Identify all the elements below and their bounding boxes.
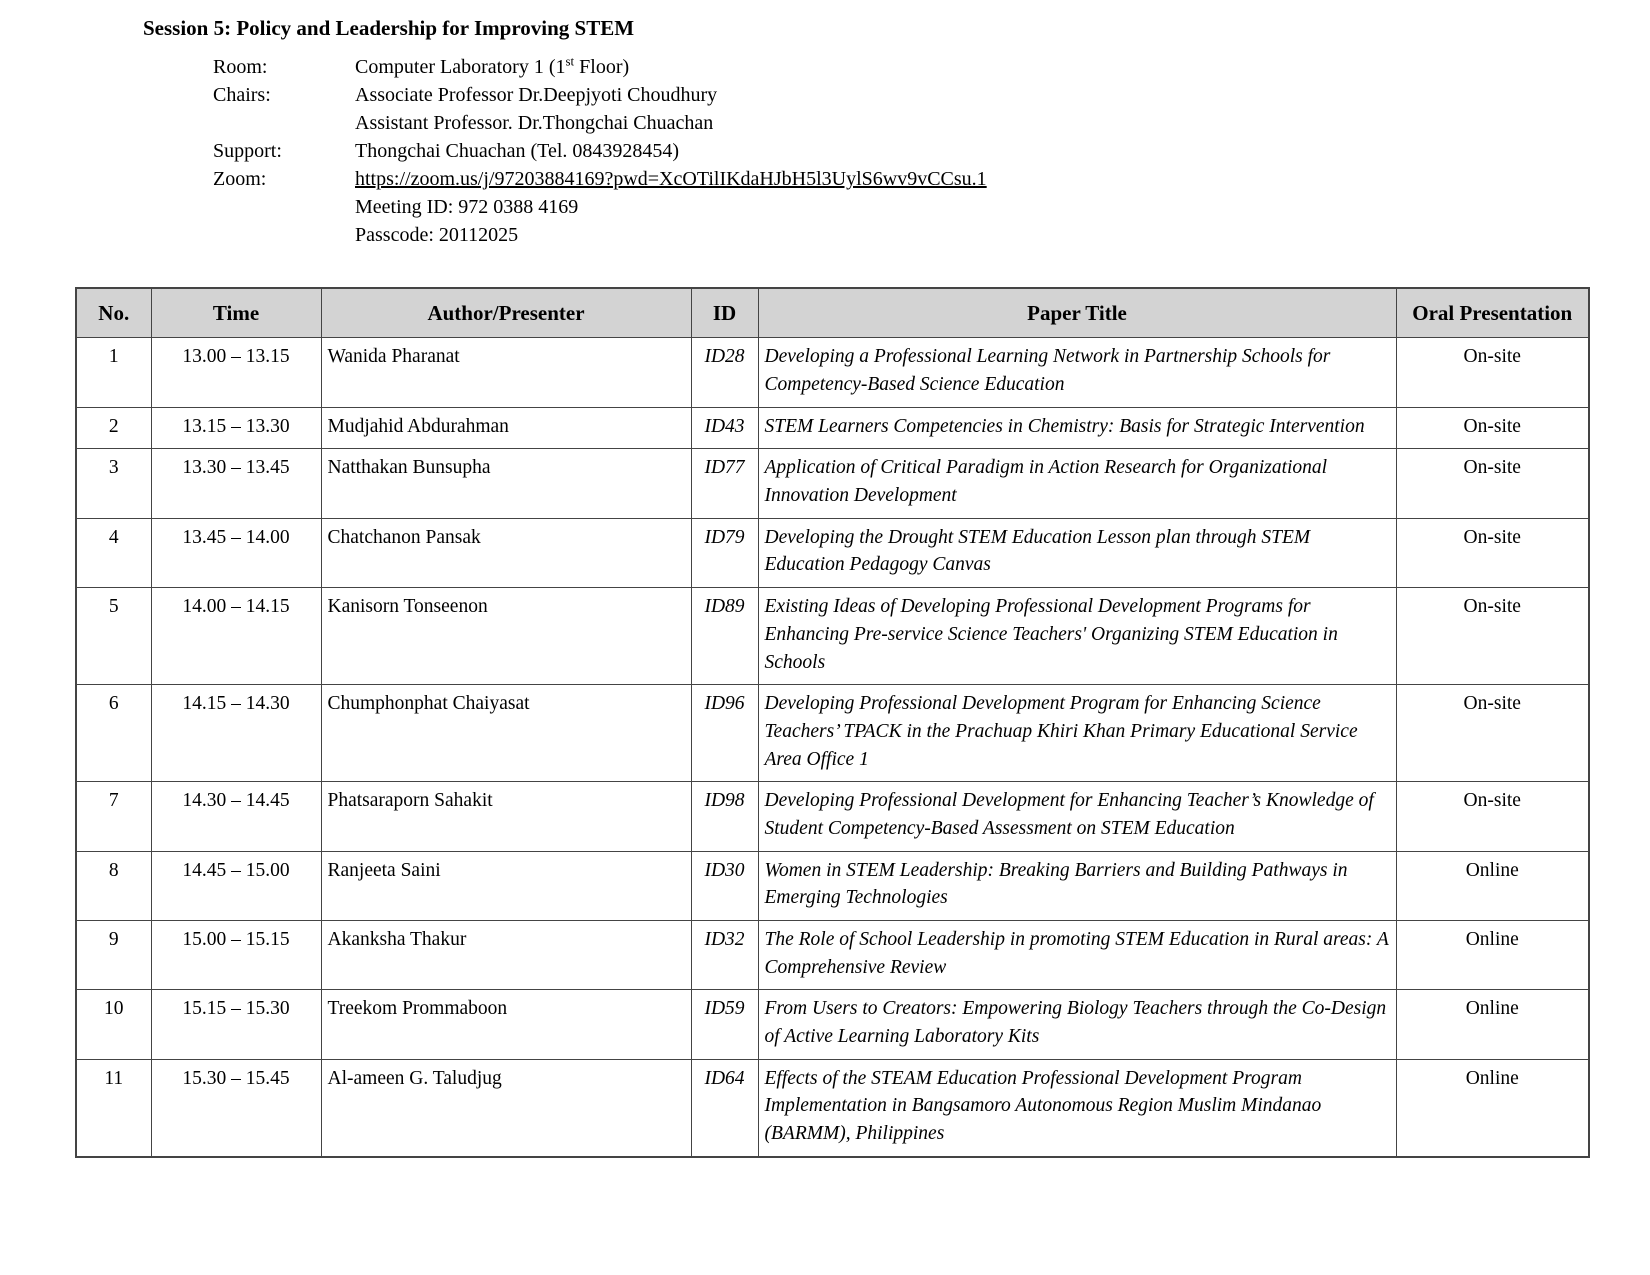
- paper-title-cell: Women in STEM Leadership: Breaking Barriers and Building Pathways in Emerging Technologies: [758, 851, 1396, 920]
- time-slot-cell: 15.15 – 15.30: [151, 990, 321, 1059]
- author-presenter-cell: Wanida Pharanat: [321, 338, 691, 407]
- paper-title-cell: Developing a Professional Learning Network in Partnership Schools for Competency-Based Science Education: [758, 338, 1396, 407]
- time-slot-cell: 13.15 – 13.30: [151, 407, 321, 449]
- author-presenter-cell: Chatchanon Pansak: [321, 518, 691, 587]
- paper-id-cell: ID64: [691, 1059, 758, 1157]
- header-oral-presentation: Oral Presentation: [1396, 288, 1589, 338]
- presentation-mode-cell: Online: [1396, 851, 1589, 920]
- table-row: [76, 921, 1589, 990]
- table-row: [76, 990, 1589, 1059]
- time-slot-cell: 15.00 – 15.15: [151, 921, 321, 990]
- table-row: [76, 851, 1589, 920]
- presentation-mode-cell: On-site: [1396, 782, 1589, 851]
- paper-id-cell: ID59: [691, 990, 758, 1059]
- paper-title-cell: Developing Professional Development for Enhancing Teacher’s Knowledge of Student Competency-Based Assessment on STEM Education: [758, 782, 1396, 851]
- header-row: [76, 288, 1589, 338]
- zoom-label-spacer-1: [213, 193, 355, 221]
- time-slot-cell: 13.45 – 14.00: [151, 518, 321, 587]
- presentation-mode-cell: Online: [1396, 921, 1589, 990]
- author-presenter-cell: Chumphonphat Chaiyasat: [321, 685, 691, 782]
- presentation-mode-cell: On-site: [1396, 518, 1589, 587]
- row-number-cell: 3: [76, 449, 151, 518]
- author-presenter-cell: Mudjahid Abdurahman: [321, 407, 691, 449]
- meeting-id: Meeting ID: 972 0388 4169: [355, 196, 579, 218]
- table-row: [76, 685, 1589, 782]
- presentation-mode-cell: On-site: [1396, 407, 1589, 449]
- paper-title-cell: Developing Professional Development Program for Enhancing Science Teachers’ TPACK in the Prachuap Khiri Khan Primary Educational Service Area Office 1: [758, 685, 1396, 782]
- chair-name-2: Assistant Professor. Dr.Thongchai Chuachan: [355, 112, 714, 134]
- row-number-cell: 10: [76, 990, 151, 1059]
- room-label: Room:: [213, 56, 268, 78]
- zoom-label-spacer-2: [213, 221, 355, 249]
- presentation-mode-cell: On-site: [1396, 338, 1589, 407]
- paper-id-cell: ID89: [691, 588, 758, 685]
- paper-title-cell: Effects of the STEAM Education Professional Development Program Implementation in Bangsamoro Autonomous Region Muslim Mindanao (BARMM), Philippines: [758, 1059, 1396, 1157]
- support-value: Thongchai Chuachan (Tel. 0843928454): [355, 140, 680, 162]
- chairs-label: Chairs:: [213, 84, 271, 106]
- time-slot-cell: 14.45 – 15.00: [151, 851, 321, 920]
- row-number-cell: 11: [76, 1059, 151, 1157]
- row-number-cell: 1: [76, 338, 151, 407]
- paper-id-cell: ID79: [691, 518, 758, 587]
- time-slot-cell: 14.00 – 14.15: [151, 588, 321, 685]
- author-presenter-cell: Treekom Prommaboon: [321, 990, 691, 1059]
- paper-id-cell: ID77: [691, 449, 758, 518]
- author-presenter-cell: Al-ameen G. Taludjug: [321, 1059, 691, 1157]
- table-row: [76, 1059, 1589, 1157]
- row-number-cell: 9: [76, 921, 151, 990]
- session-info-block: [213, 53, 987, 249]
- zoom-label: Zoom:: [213, 168, 267, 190]
- paper-id-cell: ID43: [691, 407, 758, 449]
- room-value: [355, 53, 987, 81]
- room-value-text-tail: Floor): [574, 56, 630, 78]
- time-slot-cell: 14.30 – 14.45: [151, 782, 321, 851]
- presentation-mode-cell: On-site: [1396, 449, 1589, 518]
- zoom-meeting-link[interactable]: https://zoom.us/j/97203884169?pwd=XcOTilIKdaHJbH5l3UylS6wv9vCCsu.1: [355, 168, 987, 190]
- paper-id-cell: ID30: [691, 851, 758, 920]
- paper-id-cell: ID32: [691, 921, 758, 990]
- presentation-mode-cell: On-site: [1396, 588, 1589, 685]
- table-row: [76, 588, 1589, 685]
- header-no: No.: [76, 288, 151, 338]
- paper-title-cell: STEM Learners Competencies in Chemistry: Basis for Strategic Intervention: [758, 407, 1396, 449]
- presentation-mode-cell: Online: [1396, 1059, 1589, 1157]
- presentation-mode-cell: On-site: [1396, 685, 1589, 782]
- session-title: Session 5: Policy and Leadership for Improving STEM: [143, 16, 635, 40]
- presentation-mode-cell: Online: [1396, 990, 1589, 1059]
- support-label: Support:: [213, 140, 282, 162]
- schedule-table-body: [76, 338, 1589, 1157]
- table-row: [76, 449, 1589, 518]
- paper-title-cell: Application of Critical Paradigm in Action Research for Organizational Innovation Development: [758, 449, 1396, 518]
- time-slot-cell: 15.30 – 15.45: [151, 1059, 321, 1157]
- author-presenter-cell: Ranjeeta Saini: [321, 851, 691, 920]
- row-number-cell: 5: [76, 588, 151, 685]
- author-presenter-cell: Kanisorn Tonseenon: [321, 588, 691, 685]
- row-number-cell: 8: [76, 851, 151, 920]
- chairs-label-spacer: [213, 109, 355, 137]
- time-slot-cell: 13.00 – 13.15: [151, 338, 321, 407]
- room-value-superscript: st: [565, 53, 575, 69]
- header-time: Time: [151, 288, 321, 338]
- table-row: [76, 782, 1589, 851]
- author-presenter-cell: Akanksha Thakur: [321, 921, 691, 990]
- paper-id-cell: ID96: [691, 685, 758, 782]
- header-id: ID: [691, 288, 758, 338]
- row-number-cell: 4: [76, 518, 151, 587]
- header-paper-title: Paper Title: [758, 288, 1396, 338]
- paper-id-cell: ID98: [691, 782, 758, 851]
- author-presenter-cell: Natthakan Bunsupha: [321, 449, 691, 518]
- paper-title-cell: Developing the Drought STEM Education Lesson plan through STEM Education Pedagogy Canvas: [758, 518, 1396, 587]
- schedule-table-header: [76, 288, 1589, 338]
- passcode: Passcode: 20112025: [355, 224, 519, 246]
- author-presenter-cell: Phatsaraporn Sahakit: [321, 782, 691, 851]
- time-slot-cell: 14.15 – 14.30: [151, 685, 321, 782]
- paper-title-cell: From Users to Creators: Empowering Biology Teachers through the Co-Design of Active Learning Laboratory Kits: [758, 990, 1396, 1059]
- row-number-cell: 6: [76, 685, 151, 782]
- chair-name-1: Associate Professor Dr.Deepjyoti Choudhury: [355, 84, 718, 106]
- session-schedule-table: [75, 287, 1590, 1158]
- paper-id-cell: ID28: [691, 338, 758, 407]
- paper-title-cell: The Role of School Leadership in promoting STEM Education in Rural areas: A Comprehensive Review: [758, 921, 1396, 990]
- table-row: [76, 518, 1589, 587]
- room-value-text: Computer Laboratory 1 (1: [355, 56, 566, 78]
- table-row: [76, 338, 1589, 407]
- header-author-presenter: Author/Presenter: [321, 288, 691, 338]
- time-slot-cell: 13.30 – 13.45: [151, 449, 321, 518]
- row-number-cell: 7: [76, 782, 151, 851]
- table-row: [76, 407, 1589, 449]
- paper-title-cell: Existing Ideas of Developing Professional Development Programs for Enhancing Pre-service Science Teachers' Organizing STEM Education in Schools: [758, 588, 1396, 685]
- row-number-cell: 2: [76, 407, 151, 449]
